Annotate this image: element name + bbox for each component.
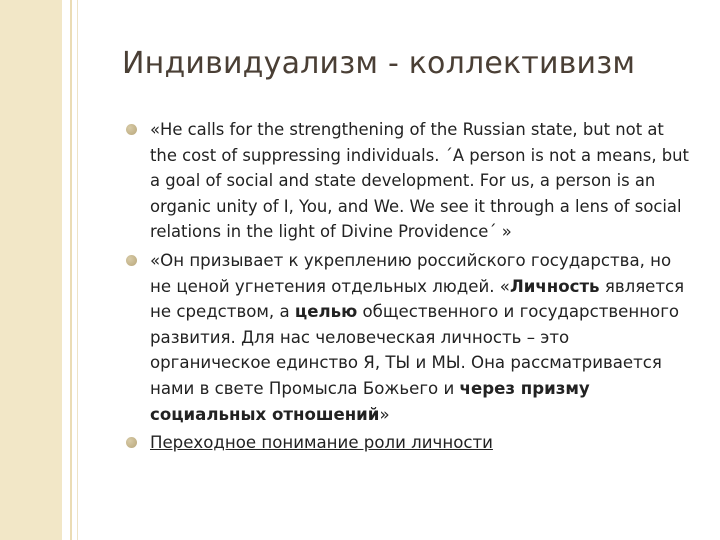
bullet-dot-icon (126, 255, 137, 266)
sidebar-divider (70, 0, 72, 540)
bullet-item-link[interactable] (124, 430, 694, 456)
bullet-text-part: общественного и государственного развития. Для нас человеческая личность – это органическое единство Я, ТЫ и МЫ. Она рассматривается нами в свете Промысла Божьего и (150, 302, 680, 398)
bullet-text-part: » (379, 404, 390, 424)
bullet-dot-icon (126, 124, 137, 135)
bullet-item-russian-quote (124, 248, 694, 427)
bold-term-tselyu: целью (294, 302, 358, 322)
bold-term-lichnost: Личность (509, 276, 600, 296)
bullet-dot-icon (126, 437, 137, 448)
sidebar-gap (62, 0, 70, 540)
slide-title: Индивидуализм - коллективизм (122, 46, 636, 81)
hyperlink-transitional-understanding[interactable]: Переходное понимание роли личности (150, 433, 493, 453)
bold-phrase-social-relations: через призму социальных отношений (150, 378, 590, 424)
bullet-list (124, 117, 694, 459)
bullet-text-part: является не средством, а (150, 276, 685, 322)
bullet-text-part: «Он призывает к укреплению российского государства, но не ценой угнетения отдельных людей. « (150, 250, 672, 296)
bullet-item-english-quote (124, 117, 694, 245)
bullet-text: «He calls for the strengthening of the Russian state, but not at the cost of suppressing individuals. ´A person is not a means, but a goal of social and state development. For us, a person is an organic unity of I, You, and We. We see it through a lens of social relations in the light of Divine Providence´ » (150, 120, 689, 242)
decorative-sidebar (0, 0, 62, 540)
